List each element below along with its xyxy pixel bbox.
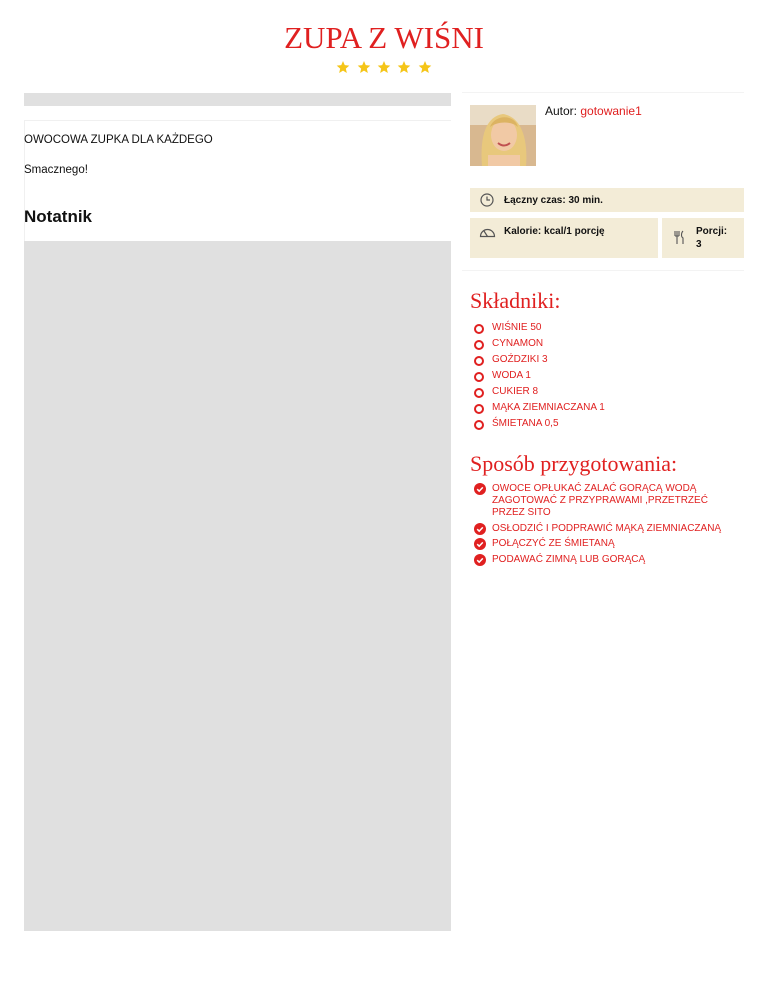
avatar[interactable] [470, 105, 536, 166]
preparation-steps [474, 483, 734, 569]
step-label: OSŁODZIĆ I PODPRAWIĆ MĄKĄ ZIEMNIACZANĄ [492, 522, 722, 534]
ingredient-label: MĄKA ZIEMNIACZANA 1 [492, 402, 605, 413]
circle-bullet-icon [474, 324, 484, 334]
check-circle-icon [474, 554, 486, 566]
check-circle-icon [474, 538, 486, 550]
notes-heading: Notatnik [24, 207, 92, 226]
notes-area[interactable] [24, 241, 451, 931]
servings [696, 225, 727, 251]
circle-bullet-icon [474, 420, 484, 430]
ingredient-item [474, 386, 605, 402]
ingredients-heading: Składniki: [470, 288, 561, 313]
gauge-icon [479, 225, 496, 238]
star-icon[interactable] [357, 61, 371, 74]
preparation-heading: Sposób przygotowania: [470, 451, 678, 476]
star-icon[interactable] [397, 61, 411, 74]
divider [24, 120, 451, 121]
recipe-title: ZUPA Z WIŚNI [284, 20, 484, 55]
circle-bullet-icon [474, 356, 484, 366]
circle-bullet-icon [474, 388, 484, 398]
circle-bullet-icon [474, 372, 484, 382]
circle-bullet-icon [474, 404, 484, 414]
ingredient-label: CYNAMON [492, 338, 544, 349]
author-line [545, 104, 642, 118]
cutlery-icon [673, 230, 685, 245]
step-label: OWOCE OPŁUKAĆ ZALAĆ GORĄCĄ WODĄ ZAGOTOWAĆ Z PRZYPRAWAMI ,PRZETRZEĆ PRZEZ SITO [492, 483, 708, 518]
ingredient-item [474, 354, 605, 370]
star-icon[interactable] [377, 61, 391, 74]
divider [462, 92, 744, 93]
ingredient-label: CUKIER 8 [492, 386, 539, 397]
servings-value: 3 [696, 239, 702, 250]
ingredient-label: WIŚNIE 50 [492, 322, 542, 333]
check-circle-icon [474, 523, 486, 535]
ingredient-item [474, 418, 605, 434]
ingredient-label: ŚMIETANA 0,5 [492, 418, 559, 429]
ingredient-label: GOŹDZIKI 3 [492, 354, 548, 365]
recipe-description: OWOCOWA ZUPKA DLA KAŻDEGO [24, 134, 213, 146]
divider [462, 270, 744, 271]
clock-icon [480, 193, 494, 207]
ingredients-list [474, 322, 605, 434]
step-item [474, 523, 734, 535]
ingredient-item [474, 402, 605, 418]
avatar-image [470, 105, 536, 166]
step-item [474, 538, 734, 550]
total-time: Łączny czas: 30 min. [504, 195, 603, 206]
author-link[interactable]: gotowanie1 [580, 104, 642, 118]
author-label: Autor: [545, 104, 578, 118]
servings-label: Porcji: [696, 226, 728, 237]
total-time-box [470, 188, 744, 212]
star-icon[interactable] [418, 61, 432, 74]
image-placeholder-bar [24, 93, 451, 106]
step-label: POŁĄCZYĆ ZE ŚMIETANĄ [492, 538, 615, 549]
step-item [474, 554, 734, 566]
calories-box [470, 218, 658, 258]
step-item [474, 483, 734, 519]
step-label: PODAWAĆ ZIMNĄ LUB GORĄCĄ [492, 553, 646, 565]
circle-bullet-icon [474, 340, 484, 350]
recipe-closing: Smacznego! [24, 164, 88, 176]
check-circle-icon [474, 483, 486, 495]
ingredient-item [474, 338, 605, 354]
ingredient-item [474, 370, 605, 386]
ingredient-item [474, 322, 605, 338]
ingredient-label: WODA 1 [492, 370, 531, 381]
star-icon[interactable] [336, 61, 350, 74]
servings-box [662, 218, 744, 258]
calories: Kalorie: kcal/1 porcję [504, 226, 605, 237]
rating-stars[interactable] [0, 61, 768, 79]
